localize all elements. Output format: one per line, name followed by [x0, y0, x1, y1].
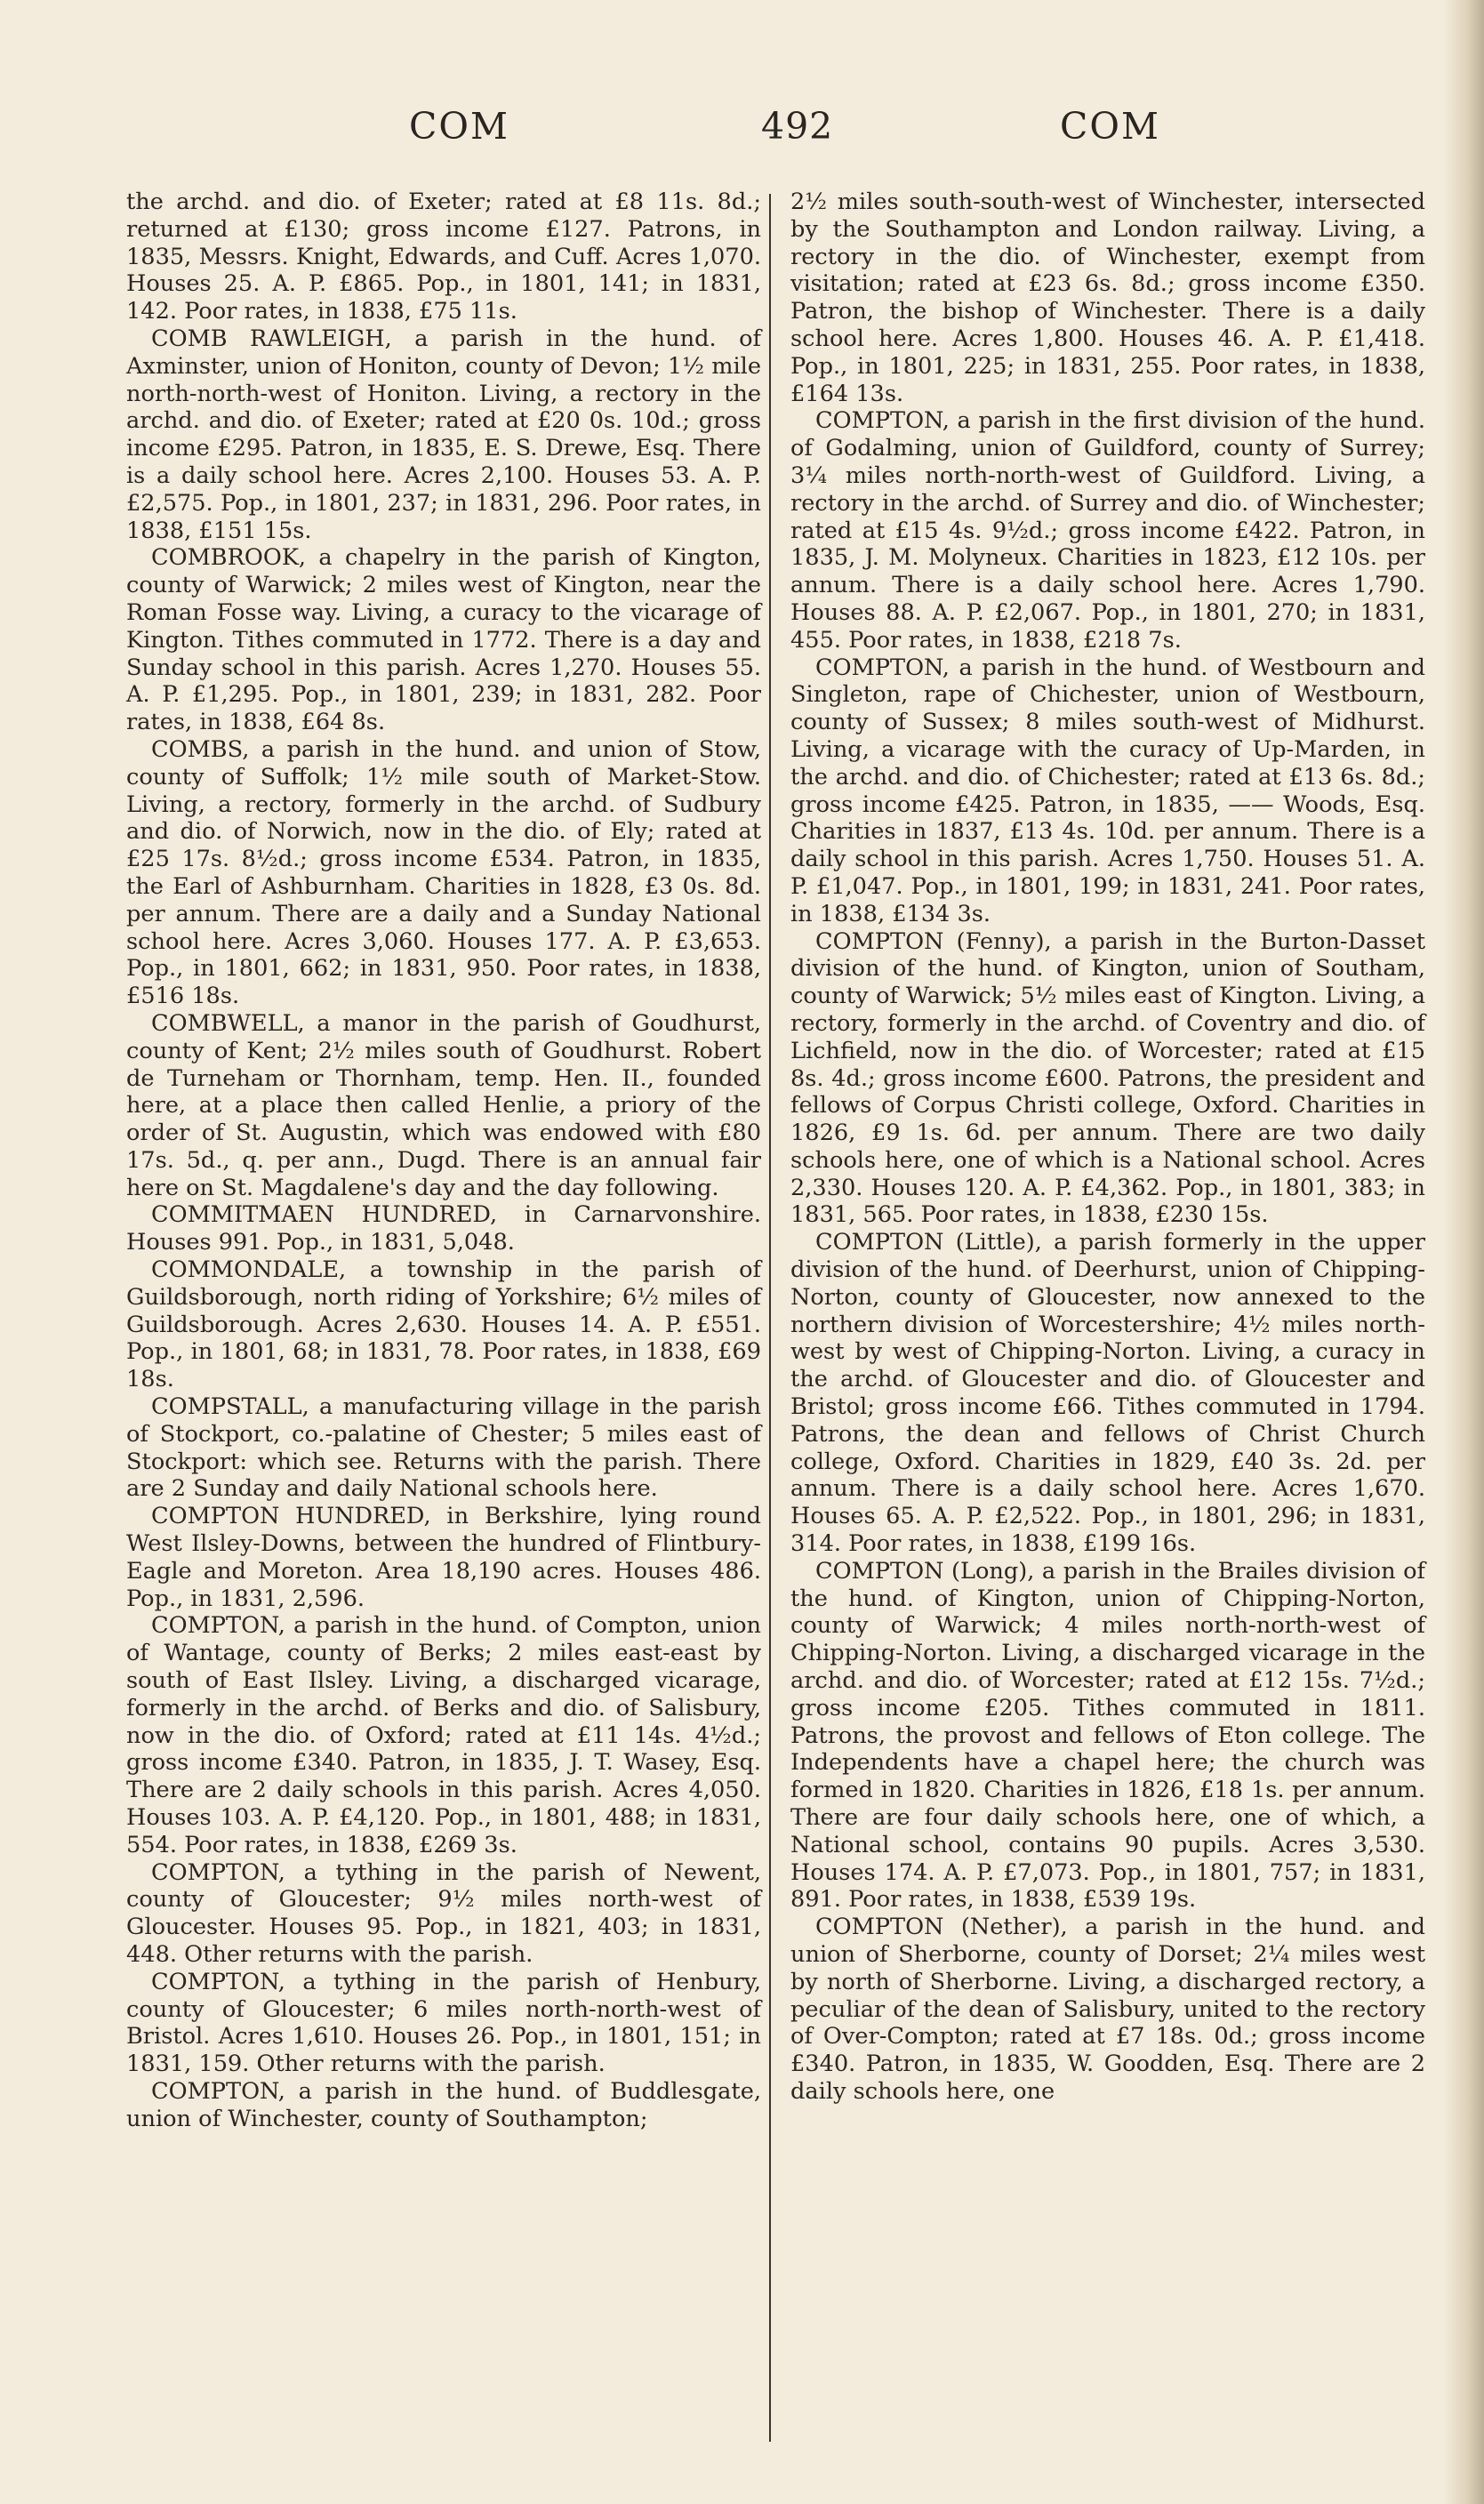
column-divider: [769, 194, 771, 2442]
gazetteer-entry: COMPTON (Nether), a parish in the hund. and union of Sherborne, county of Dorset; 2¼ miles west by north of Sherborne. Living, a discharged rectory, a peculiar of the dean of Salisbury, united to the rectory of Over-Compton; rated at £7 18s. 0d.; gross income £340. Patron, in 1835, W. Goodden, Esq. There are 2 daily schools here, one: [790, 1914, 1425, 2105]
gazetteer-entry: COMB RAWLEIGH, a parish in the hund. of Axminster, union of Honiton, county of Devon; 1½ mile north-north-west of Honiton. Living, a rectory in the archd. and dio. of Exeter; rated at £20 0s. 10d.; gross income £295. Patron, in 1835, E. S. Drewe, Esq. There is a daily school here. Acres 2,100. Houses 53. A. P. £2,575. Pop., in 1801, 237; in 1831, 296. Poor rates, in 1838, £151 15s.: [126, 325, 761, 544]
page-gutter-shadow: [1443, 0, 1484, 2504]
gazetteer-entry: COMMONDALE, a township in the parish of Guildsborough, north riding of Yorkshire; 6½ miles of Guildsborough. Acres 2,630. Houses 14. A. P. £551. Pop., in 1801, 68; in 1831, 78. Poor rates, in 1838, £69 18s.: [126, 1256, 761, 1393]
gazetteer-entry: COMPTON, a tything in the parish of Henbury, county of Gloucester; 6 miles north-north-west of Bristol. Acres 1,610. Houses 26. Pop., in 1801, 151; in 1831, 159. Other returns with the parish.: [126, 1968, 761, 2078]
continued-entry: the archd. and dio. of Exeter; rated at £8 11s. 8d.; returned at £130; gross income £127. Patrons, in 1835, Messrs. Knight, Edwards, and Cuff. Acres 1,070. Houses 25. A. P. £865. Pop., in 1801, 141; in 1831, 142. Poor rates, in 1838, £75 11s.: [126, 189, 761, 325]
gazetteer-entry: COMPTON, a parish in the hund. of Buddlesgate, union of Winchester, county of Southampton;: [126, 2077, 761, 2132]
gazetteer-entry: COMPTON (Long), a parish in the Brailes division of the hund. of Kington, union of Chipping-Norton, county of Warwick; 4 miles north-north-west of Chipping-Norton. Living, a discharged vicarage in the archd. and dio. of Worcester; rated at £12 15s. 7½d.; gross income £205. Tithes commuted in 1811. Patrons, the provost and fellows of Eton college. The Independents have a chapel here; the church was formed in 1820. Charities in 1826, £18 1s. per annum. There are four daily schools here, one of which, a National school, contains 90 pupils. Acres 3,530. Houses 174. A. P. £7,073. Pop., in 1801, 757; in 1831, 891. Poor rates, in 1838, £539 19s.: [790, 1557, 1425, 1914]
gazetteer-entry: COMPSTALL, a manufacturing village in the parish of Stockport, co.-palatine of Chester; 5 miles east of Stockport: which see. Returns with the parish. There are 2 Sunday and daily National schools here.: [126, 1393, 761, 1503]
gazetteer-entry: COMMITMAEN HUNDRED, in Carnarvonshire. Houses 991. Pop., in 1831, 5,048.: [126, 1201, 761, 1256]
gazetteer-entry: COMPTON HUNDRED, in Berkshire, lying round West Ilsley-Downs, between the hundred of Flintbury-Eagle and Moreton. Area 18,190 acres. Houses 486. Pop., in 1831, 2,596.: [126, 1503, 761, 1612]
running-head-left: COM: [409, 105, 509, 148]
running-head-right: COM: [1060, 105, 1160, 148]
page-number: 492: [761, 105, 834, 148]
gazetteer-entry: COMBROOK, a chapelry in the parish of Kington, county of Warwick; 2 miles west of Kington, near the Roman Fosse way. Living, a curacy to the vicarage of Kington. Tithes commuted in 1772. There is a day and Sunday school in this parish. Acres 1,270. Houses 55. A. P. £1,295. Pop., in 1801, 239; in 1831, 282. Poor rates, in 1838, £64 8s.: [126, 544, 761, 736]
continued-entry: 2½ miles south-south-west of Winchester, intersected by the Southampton and London railway. Living, a rectory in the dio. of Winchester, exempt from visitation; rated at £23 6s. 8d.; gross income £350. Patron, the bishop of Winchester. There is a daily school here. Acres 1,800. Houses 46. A. P. £1,418. Pop., in 1801, 225; in 1831, 255. Poor rates, in 1838, £164 13s.: [790, 189, 1425, 407]
gazetteer-entry: COMPTON, a parish in the hund. of Westbourn and Singleton, rape of Chichester, union of Westbourn, county of Sussex; 8 miles south-west of Midhurst. Living, a vicarage with the curacy of Up-Marden, in the archd. and dio. of Chichester; rated at £13 6s. 8d.; gross income £425. Patron, in 1835, —— Woods, Esq. Charities in 1837, £13 4s. 10d. per annum. There is a daily school in this parish. Acres 1,750. Houses 51. A. P. £1,047. Pop., in 1801, 199; in 1831, 241. Poor rates, in 1838, £134 3s.: [790, 654, 1425, 927]
gazetteer-entry: COMPTON, a parish in the hund. of Compton, union of Wantage, county of Berks; 2 miles east-east by south of East Ilsley. Living, a discharged vicarage, formerly in the archd. of Berks and dio. of Salisbury, now in the dio. of Oxford; rated at £11 14s. 4½d.; gross income £340. Patron, in 1835, J. T. Wasey, Esq. There are 2 daily schools in this parish. Acres 4,050. Houses 103. A. P. £4,120. Pop., in 1801, 488; in 1831, 554. Poor rates, in 1838, £269 3s.: [126, 1612, 761, 1858]
gazetteer-entry: COMPTON (Fenny), a parish in the Burton-Dasset division of the hund. of Kington, union of Southam, county of Warwick; 5½ miles east of Kington. Living, a rectory, formerly in the archd. of Coventry and dio. of Lichfield, now in the dio. of Worcester; rated at £15 8s. 4d.; gross income £600. Patrons, the president and fellows of Corpus Christi college, Oxford. Charities in 1826, £9 1s. 6d. per annum. There are two daily schools here, one of which is a National school. Acres 2,330. Houses 120. A. P. £4,362. Pop., in 1801, 383; in 1831, 565. Poor rates, in 1838, £230 15s.: [790, 927, 1425, 1229]
gazetteer-entry: COMPTON, a tything in the parish of Newent, county of Gloucester; 9½ miles north-west of Gloucester. Houses 95. Pop., in 1821, 403; in 1831, 448. Other returns with the parish.: [126, 1858, 761, 1968]
right-column: [790, 189, 1425, 2106]
gazetteer-entry: COMBWELL, a manor in the parish of Goudhurst, county of Kent; 2½ miles south of Goudhurst. Robert de Turneham or Thornham, temp. Hen. II., founded here, at a place then called Henlie, a priory of the order of St. Augustin, which was endowed with £80 17s. 5d., q. per ann., Dugd. There is an annual fair here on St. Magdalene's day and the day following.: [126, 1009, 761, 1201]
gazetteer-entry: COMPTON (Little), a parish formerly in the upper division of the hund. of Deerhurst, union of Chipping-Norton, county of Gloucester, now annexed to the northern division of Worcestershire; 4½ miles north-west by west of Chipping-Norton. Living, a curacy in the archd. of Gloucester and dio. of Gloucester and Bristol; gross income £66. Tithes commuted in 1794. Patrons, the dean and fellows of Christ Church college, Oxford. Charities in 1829, £40 3s. 2d. per annum. There is a daily school here. Acres 1,670. Houses 65. A. P. £2,522. Pop., in 1801, 296; in 1831, 314. Poor rates, in 1838, £199 16s.: [790, 1229, 1425, 1558]
gazetteer-entry: COMPTON, a parish in the first division of the hund. of Godalming, union of Guildford, county of Surrey; 3¼ miles north-north-west of Guildford. Living, a rectory in the archd. of Surrey and dio. of Winchester; rated at £15 4s. 9½d.; gross income £422. Patron, in 1835, J. M. Molyneux. Charities in 1823, £12 10s. per annum. There is a daily school here. Acres 1,790. Houses 88. A. P. £2,067. Pop., in 1801, 270; in 1831, 455. Poor rates, in 1838, £218 7s.: [790, 407, 1425, 654]
gazetteer-entry: COMBS, a parish in the hund. and union of Stow, county of Suffolk; 1½ mile south of Market-Stow. Living, a rectory, formerly in the archd. of Sudbury and dio. of Norwich, now in the dio. of Ely; rated at £25 17s. 8½d.; gross income £534. Patron, in 1835, the Earl of Ashburnham. Charities in 1828, £3 0s. 8d. per annum. There are a daily and a Sunday National school here. Acres 3,060. Houses 177. A. P. £3,653. Pop., in 1801, 662; in 1831, 950. Poor rates, in 1838, £516 18s.: [126, 735, 761, 1010]
left-column: [126, 189, 761, 2133]
